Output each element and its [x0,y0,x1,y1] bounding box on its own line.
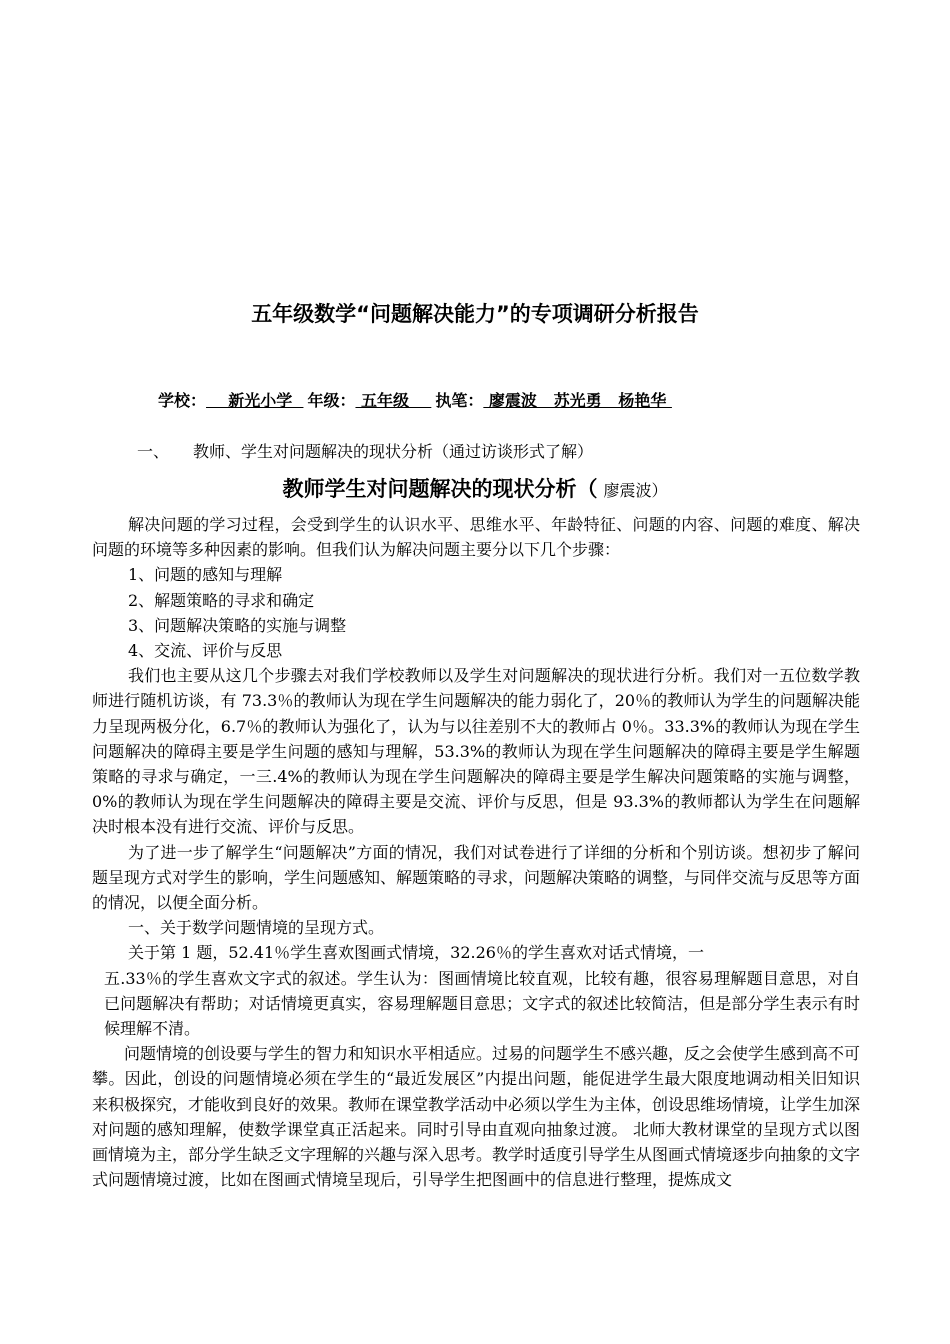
step-item: 3、问题解决策略的实施与调整 [128,615,347,635]
body-text [92,512,860,1192]
paragraph: 为了进一步了解学生“问题解决”方面的情况，我们对试卷进行了详细的分析和个别访谈。想初步了解问题呈现方式对学生的影响，学生问题感知、解题策略的寻求，问题解决策略的调整，与同伴交流与反思等方面的情况，以便全面分析。 [92,842,861,913]
step-item: 4、交流、评价与反思 [128,641,283,661]
paragraph: 五.33％的学生喜欢文字式的叙述。学生认为：图画情境比较直观，比较有趣，很容易理解题目意思，对自已问题解决有帮助；对话情境更真实，容易理解题目意思；文字式的叙述比较简洁，但是部分学生表示有时候理解不清。 [104,968,860,1039]
grade-value: 五年级 [355,391,432,410]
subsection-author: 廖震波） [603,481,668,500]
document-title: 五年级数学“问题解决能力”的专项调研分析报告 [251,302,699,326]
step-item: 1、问题的感知与理解 [128,565,283,585]
steps-list [92,562,860,663]
subsection-title-main: 教师学生对问题解决的现状分析（ [282,477,598,501]
school-value: 新光小学 [206,391,304,410]
paragraph: 问题情境的创设要与学生的智力和知识水平相适应。过易的问题学生不感兴趣，反之会使学生感到高不可攀。因此，创设的问题情境必须在学生的“最近发展区”内提出问题，能促进学生最大限度地调动相关旧知识来积极探究，才能收到良好的效果。教师在课堂教学活动中必须以学生为主体，创设思维场情境，让学生加深对问题的感知理解，使数学课堂真正活起来。同时引导由直观向抽象过渡。 北师大教材课堂的呈现方式以图画情境为主，部分学生缺乏文字理解的兴趣与深入思考。教学时适度引导学生从图画式情境逐步向抽象的文字式问题情境过渡，比如在图画式情境呈现后，引导学生把图画中的信息进行整理，提炼成文 [92,1044,861,1190]
step-item: 2、解题策略的寻求和确定 [128,590,315,610]
author-info-line [158,389,672,413]
school-label: 学校： [158,391,207,410]
writer-value: 廖震波 苏光勇 杨艳华 [483,391,672,410]
paragraph: 关于第 1 题，52.41％学生喜欢图画式情境，32.26％的学生喜欢对话式情境，一 [128,943,704,963]
subsection-title [0,474,950,504]
section-number: 一、 [137,442,170,461]
grade-label: 年级： [307,391,356,410]
writer-label: 执笔： [435,391,484,410]
section-text: 教师、学生对问题解决的现状分析（通过访谈形式了解） [193,442,594,461]
section-heading [137,440,593,464]
paragraph-heading: 一、关于数学问题情境的呈现方式。 [128,918,385,938]
paragraph: 解决问题的学习过程，会受到学生的认识水平、思维水平、年龄特征、问题的内容、问题的难度、解决问题的环境等多种因素的影响。但我们认为解决问题主要分以下几个步骤： [92,515,860,560]
paragraph: 我们也主要从这几个步骤去对我们学校教师以及学生对问题解决的现状进行分析。我们对一五位数学教师进行随机访谈，有 73.3％的教师认为现在学生问题解决的能力弱化了，20％的教师认为学生的问题解决能力呈现两极分化，6.7％的教师认为强化了，认为与以往差别不大的教师占 0％。33.3%的教师认为现在学生问题解决的障碍主要是学生问题的感知与理解，53.3%的教师认为现在学生问题解决的障碍主要是学生解题策略的寻求与确定，一三.4%的教师认为现在学生问题解决的障碍主要是学生解决问题策略的实施与调整，0%的教师认为现在学生问题解决的障碍主要是交流、评价与反思，但是 93.3%的教师都认为学生在问题解决时根本没有进行交流、评价与反思。 [92,666,860,837]
